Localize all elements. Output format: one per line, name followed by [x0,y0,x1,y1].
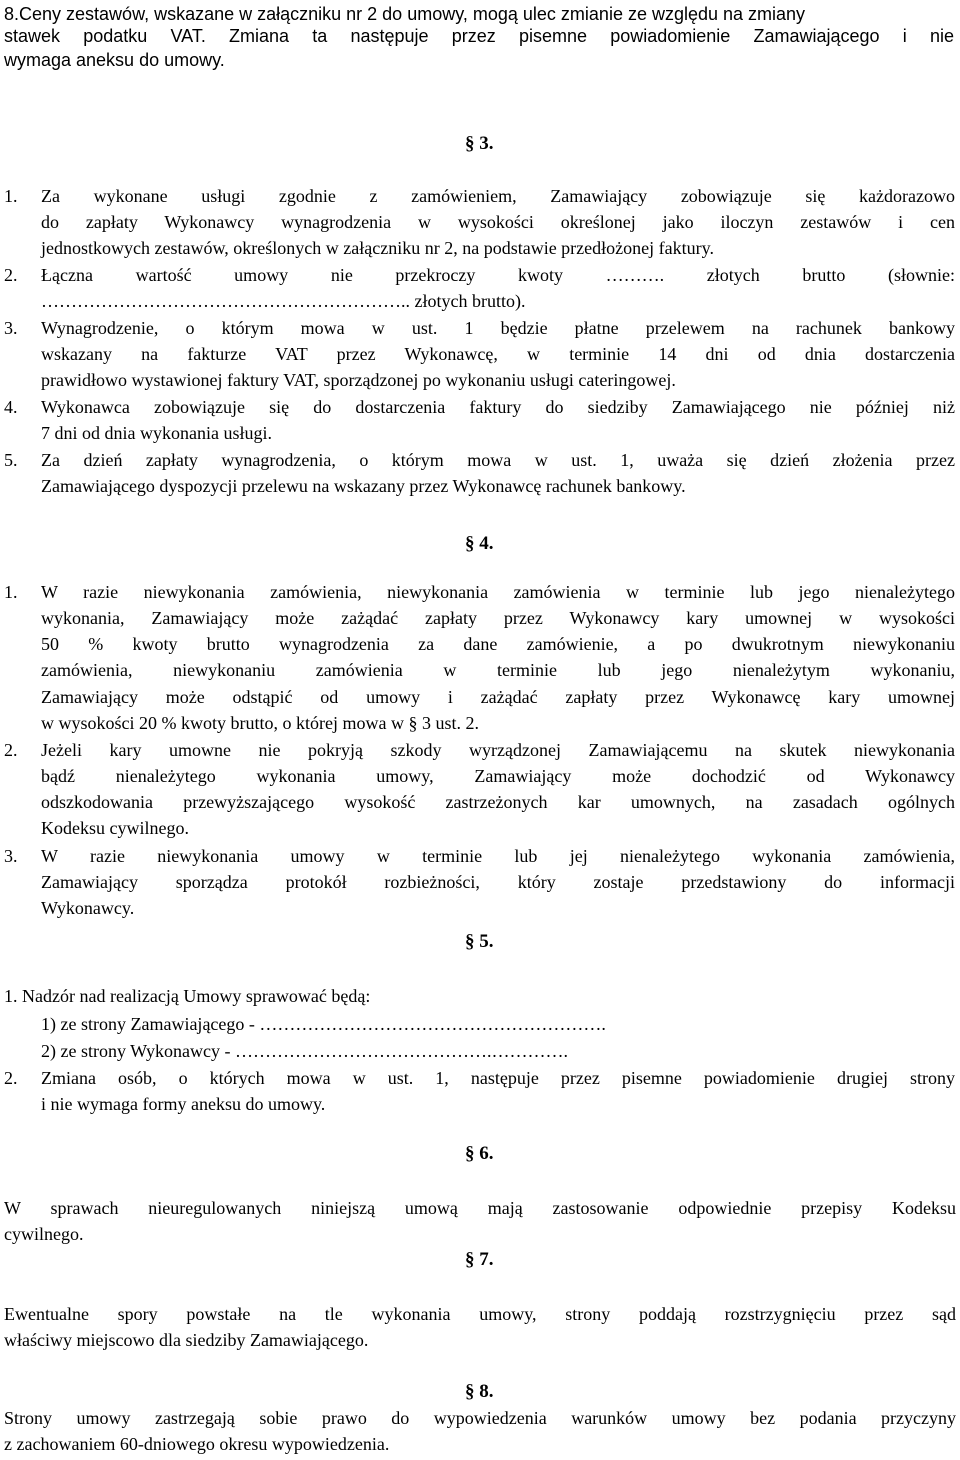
text: Za dzień zapłaty wynagrodzenia, o którym mowa w ust. 1, uważa się dzień złożenia przez [41,450,955,470]
text: Za wykonane usługi zgodnie z zamówieniem, Zamawiający zobowiązuje się każdorazowo [41,186,955,206]
section-6-title: § 6. [465,1143,494,1164]
text: stawek podatku VAT. Zmiana ta następuje przez pisemne powiadomienie Zamawiającego i nie [4,26,954,46]
section-5-title: § 5. [465,931,494,952]
text: 8.Ceny zestawów, wskazane w załączniku nr 2 do umowy, mogą ulec zmianie ze względu na zmiany [4,4,806,24]
item-line [41,186,955,206]
item-line [41,792,955,812]
item-line [41,634,955,654]
para-8-line-1 [4,4,954,24]
text: Strony umowy zastrzegają sobie prawo do wypowiedzenia warunków umowy bez podania przyczyny [4,1408,956,1428]
item-line [41,846,955,866]
text: 50 % kwoty brutto wynagrodzenia za dane zamówienie, a po dwukrotnym niewykonaniu [41,634,955,654]
text: bądź nienależytego wykonania umowy, Zamawiający może dochodzić od Wykonawcy [41,766,955,786]
text: Jeżeli kary umowne nie pokryją szkody wyrządzonej Zamawiającemu na skutek niewykonania [41,740,955,760]
text: Ewentualne spory powstałe na tle wykonania umowy, strony poddają rozstrzygnięciu przez sąd [4,1304,956,1324]
item-number: 1. [4,186,18,206]
item-line [41,318,955,338]
section-8-line-2: z zachowaniem 60-dniowego okresu wypowiedzenia. [4,1434,390,1454]
section-5-sub-1: 1) ze strony Zamawiającego - …………………………………………………. [41,1014,606,1034]
item-line [41,687,955,707]
item-line [41,582,955,602]
text: Zamawiający może odstąpić od umowy i zażądać zapłaty przez Wykonawcę kary umownej [41,687,955,707]
text: Łączna wartość umowy nie przekroczy kwoty ………. złotych brutto (słownie: [41,265,955,285]
text: Wynagrodzenie, o którym mowa w ust. 1 będzie płatne przelewem na rachunek bankowy [41,318,955,338]
text: wykonania, Zamawiający może zażądać zapłaty przez Wykonawcy kary umownej w wysokości [41,608,955,628]
section-8-line-1 [4,1408,956,1428]
text: …………………………………………………….. złotych brutto). [41,291,526,311]
section-5-item-1: 1. Nadzór nad realizacją Umowy sprawować będą: [4,986,371,1006]
text: w wysokości 20 % kwoty brutto, o której mowa w § 3 ust. 2. [41,713,479,733]
item-line [41,476,686,496]
section-5-sub-2: 2) ze strony Wykonawcy - …………………………………….…………. [41,1041,569,1061]
item-line [41,818,189,838]
item-line [41,608,955,628]
text: W sprawach nieuregulowanych niniejszą umową mają zastosowanie odpowiednie przepisy Kodeksu [4,1198,956,1218]
section-6-line-2: cywilnego. [4,1224,84,1244]
section-4-title: § 4. [465,533,494,554]
item-line [41,872,955,892]
text: do zapłaty Wykonawcy wynagrodzenia w wysokości określonej jako iloczyn zestawów i cen [41,212,955,232]
item-line [41,265,955,285]
section-7-title: § 7. [465,1249,494,1270]
item-number: 2. [4,740,18,760]
section-7-line-1 [4,1304,956,1324]
item-number: 1. [4,582,18,602]
section-3-title: § 3. [465,133,494,154]
text: Kodeksu cywilnego. [41,818,189,838]
item-line [41,766,955,786]
para-8-line-2 [4,26,954,46]
text: W razie niewykonania zamówienia, niewykonania zamówienia w terminie lub jego nienależytego [41,582,955,602]
para-8-line-3: wymaga aneksu do umowy. [4,50,225,70]
item-line [41,238,714,258]
item-number: 2. [4,265,18,285]
item-line [41,344,955,364]
item-number: 3. [4,846,18,866]
item-line [41,898,134,918]
text: Zmiana osób, o których mowa w ust. 1, następuje przez pisemne powiadomienie drugiej strony [41,1068,955,1088]
item-line [41,397,955,417]
text: 7 dni od dnia wykonania usługi. [41,423,272,443]
section-5-item-2-line-2: i nie wymaga formy aneksu do umowy. [41,1094,326,1114]
text: jednostkowych zestawów, określonych w załączniku nr 2, na podstawie przedłożonej faktury. [41,238,714,258]
text: Wykonawca zobowiązuje się do dostarczenia faktury do siedziby Zamawiającego nie później niż [41,397,955,417]
text: odszkodowania przewyższającego wysokość zastrzeżonych kar umownych, na zasadach ogólnych [41,792,955,812]
item-line [41,740,955,760]
text: W razie niewykonania umowy w terminie lub jej nienależytego wykonania zamówienia, [41,846,955,866]
item-line [41,660,955,680]
item-line [41,291,525,311]
item-line [41,450,955,470]
item-line [41,423,272,443]
item-number: 4. [4,397,18,417]
text: Zamawiającego dyspozycji przelewu na wskazany przez Wykonawcę rachunek bankowy. [41,476,686,496]
section-6-line-1 [4,1198,956,1218]
section-5-item-2-line-1 [41,1068,955,1088]
item-line [41,713,479,733]
item-number: 3. [4,318,18,338]
text: Wykonawcy. [41,898,135,918]
section-8-title: § 8. [465,1381,494,1402]
item-line [41,212,955,232]
text: zamówienia, niewykonaniu zamówienia w terminie lub jego nienależytym wykonaniu, [41,660,955,680]
item-line [41,370,676,390]
text: Zamawiający sporządza protokół rozbieżności, który zostaje przedstawiony do informacji [41,872,955,892]
text: prawidłowo wystawionej faktury VAT, sporządzonej po wykonaniu usługi cateringowej. [41,370,676,390]
item-number: 5. [4,450,18,470]
section-7-line-2: właściwy miejscowo dla siedziby Zamawiającego. [4,1330,369,1350]
section-5-item-2-number: 2. [4,1068,18,1088]
text: wskazany na fakturze VAT przez Wykonawcę, w terminie 14 dni od dnia dostarczenia [41,344,955,364]
